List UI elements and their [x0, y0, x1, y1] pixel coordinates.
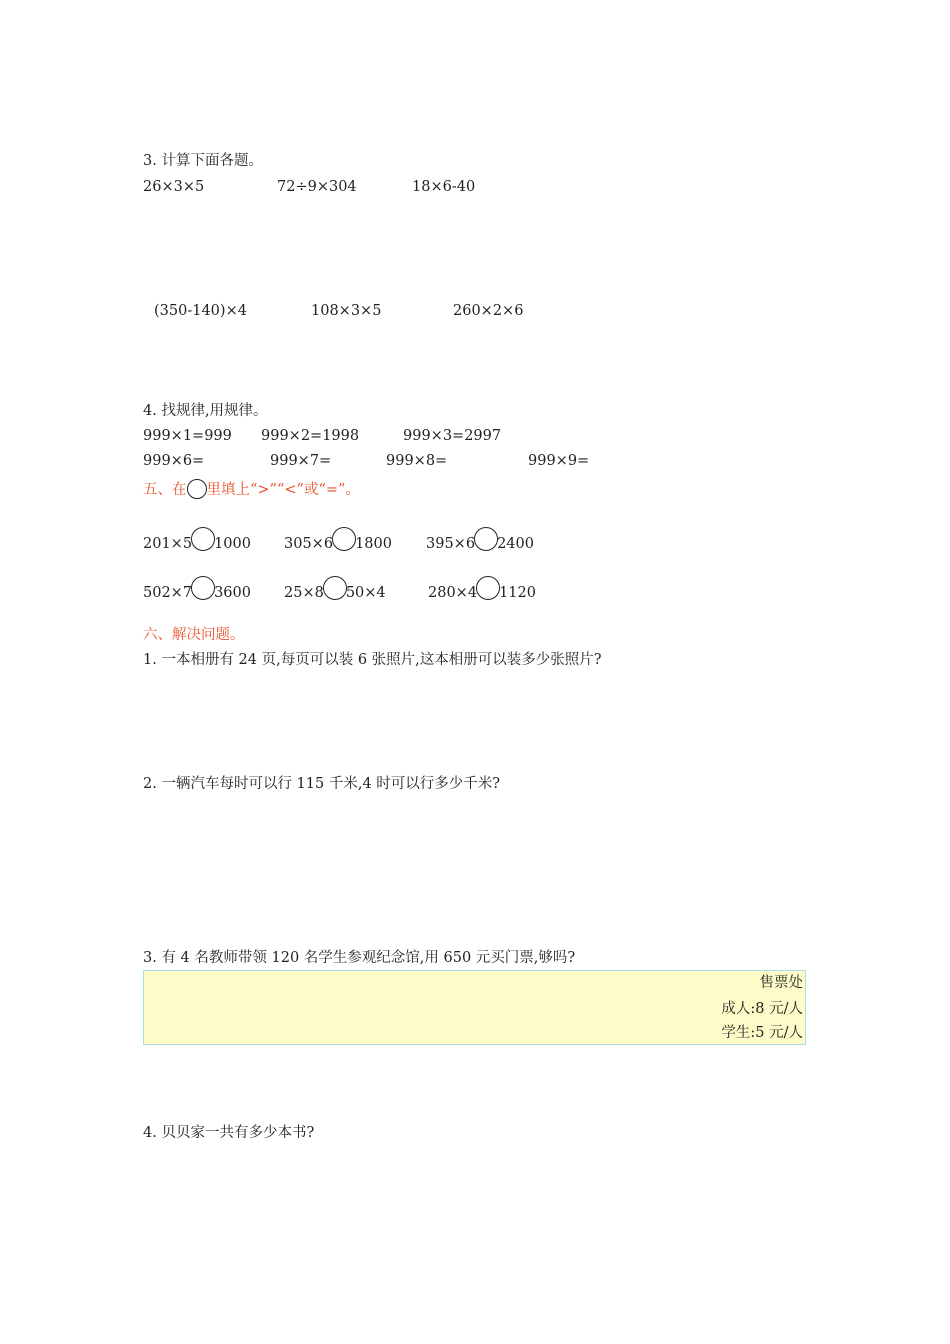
calc-expression: 72÷9×304: [277, 179, 357, 195]
word-problem: 3. 有 4 名教师带领 120 名学生参观纪念馆,用 650 元买门票,够吗?: [143, 950, 576, 966]
word-problem: 2. 一辆汽车每时可以行 115 千米,4 时可以行多少千米?: [143, 776, 501, 792]
calc-expression: 260×2×6: [453, 303, 524, 319]
calc-expression: 18×6-40: [412, 179, 476, 195]
compare-right: 1000: [214, 536, 251, 552]
compare-circle[interactable]: [476, 576, 500, 600]
section6-heading: 六、解决问题。: [143, 627, 245, 643]
compare-circle[interactable]: [323, 576, 347, 600]
calc-expression: 26×3×5: [143, 179, 205, 195]
compare-left: 201×5: [143, 536, 193, 552]
compare-right: 50×4: [345, 585, 386, 601]
compare-circle[interactable]: [474, 527, 498, 551]
compare-item: [143, 576, 251, 605]
compare-circle[interactable]: [332, 527, 356, 551]
compare-item: [428, 576, 536, 605]
ticket-title: 售票处: [759, 975, 803, 991]
ticket-student-price: 学生:5 元/人: [721, 1025, 803, 1041]
section5-heading-start: 五、在: [143, 482, 187, 498]
word-problem: 1. 一本相册有 24 页,每页可以装 6 张照片,这本相册可以装多少张照片?: [143, 652, 602, 668]
compare-right: 2400: [497, 536, 534, 552]
compare-right: 3600: [214, 585, 251, 601]
pattern-equation: 999×8=: [386, 453, 448, 469]
compare-left: 25×8: [284, 585, 324, 601]
compare-right: 1120: [499, 585, 536, 601]
compare-circle[interactable]: [191, 527, 215, 551]
word-problem: 4. 贝贝家一共有多少本书?: [143, 1125, 315, 1141]
pattern-equation: 999×7=: [270, 453, 332, 469]
compare-left: 502×7: [143, 585, 193, 601]
compare-left: 305×6: [284, 536, 334, 552]
compare-circle[interactable]: [191, 576, 215, 600]
q3-heading: 3. 计算下面各题。: [143, 153, 263, 169]
section5-heading-end: 里填上“>”“<”或“=”。: [206, 482, 360, 498]
pattern-equation: 999×9=: [528, 453, 590, 469]
pattern-equation: 999×3=2997: [403, 428, 502, 444]
ticket-adult-price: 成人:8 元/人: [721, 1001, 803, 1017]
pattern-equation: 999×1=999: [143, 428, 232, 444]
compare-item: [426, 527, 534, 556]
compare-left: 280×4: [428, 585, 478, 601]
compare-item: [143, 527, 251, 556]
section5-heading: [143, 479, 360, 500]
compare-item: [284, 527, 392, 556]
ticket-price-box: [143, 970, 806, 1045]
q4-heading: 4. 找规律,用规律。: [143, 403, 268, 419]
compare-item: [284, 576, 386, 605]
compare-left: 395×6: [426, 536, 476, 552]
pattern-equation: 999×6=: [143, 453, 205, 469]
calc-expression: (350-140)×4: [154, 303, 247, 319]
compare-right: 1800: [355, 536, 392, 552]
circle-icon: [187, 479, 207, 499]
calc-expression: 108×3×5: [311, 303, 382, 319]
pattern-equation: 999×2=1998: [261, 428, 360, 444]
